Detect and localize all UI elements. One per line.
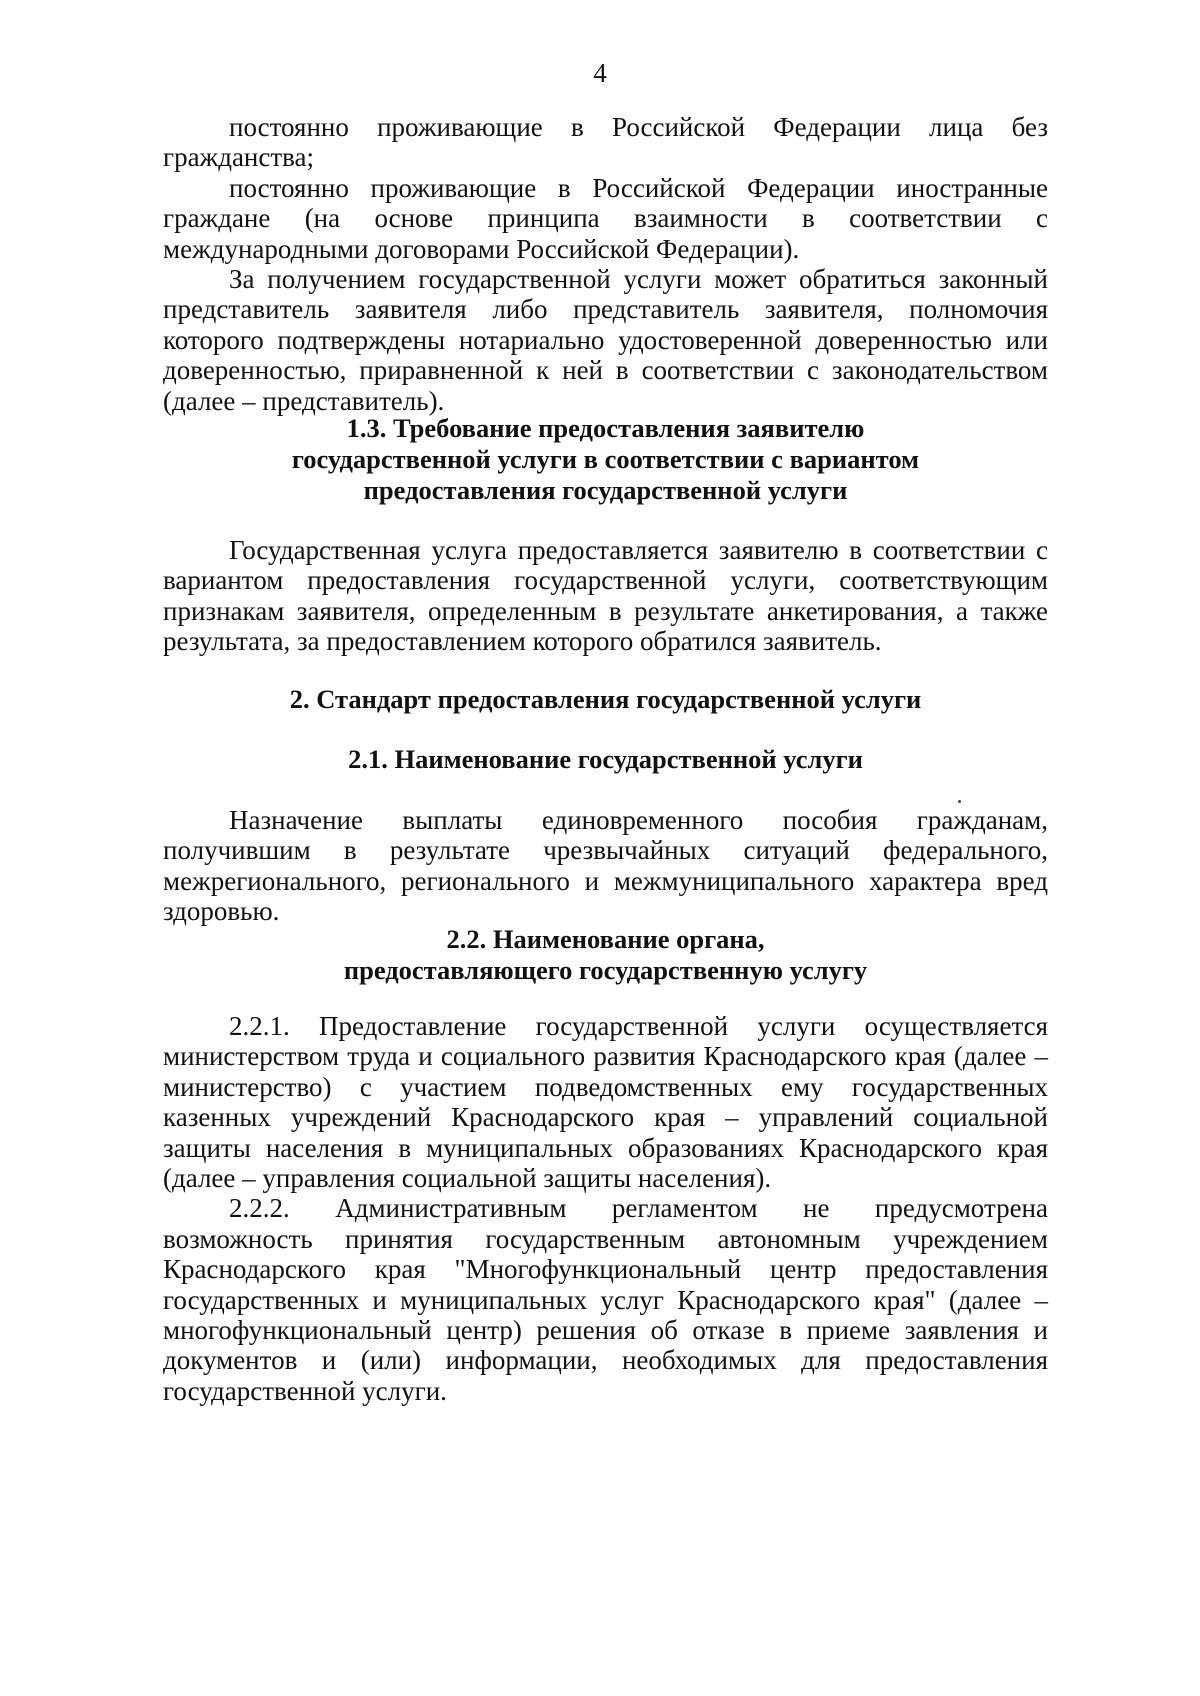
- section-2-1-body: [163, 805, 1048, 927]
- heading-line: 2.1. Наименование государственной услуги: [348, 744, 863, 774]
- heading-line: предоставляющего государственную услугу: [343, 955, 868, 985]
- section-2-heading: [163, 684, 1048, 715]
- paragraph: 2.2.1. Предоставление государственной услуги осуществляется министерством труда и социального развития Краснодарского края (далее – министерство) с участием подведомственных ему государственных казенных учреждений Краснодарского края – управлений социальной защиты населения в муниципальных образованиях Краснодарского края (далее – управления социальной защиты населения).: [163, 1011, 1048, 1194]
- heading-line: предоставления государственной услуги: [363, 475, 848, 505]
- section-2-1-heading: [163, 744, 1048, 775]
- heading-line: государственной услуги в соответствии с вариантом: [291, 444, 920, 474]
- paragraph: постоянно проживающие в Российской Федерации лица без гражданства;: [163, 112, 1048, 173]
- paragraph: Назначение выплаты единовременного пособия гражданам, получившим в результате чрезвычайных ситуаций федерального, межрегионального, регионального и межмуниципального характера вред здоровью.: [163, 805, 1048, 927]
- section-2-2-body: [163, 1011, 1048, 1406]
- intro-paragraphs: [163, 112, 1048, 416]
- heading-line: 2.2. Наименование органа,: [446, 924, 765, 954]
- paragraph: За получением государственной услуги может обратиться законный представитель заявителя либо представитель заявителя, полномочия которого подтверждены нотариально удостоверенной доверенностью или доверенностью, приравненной к ней в соответствии с законодательством (далее – представитель).: [163, 264, 1048, 416]
- paragraph: 2.2.2. Административным регламентом не предусмотрена возможность принятия государственным автономным учреждением Краснодарского края "Многофункциональный центр предоставления государственных и муниципальных услуг Краснодарского края" (далее – многофункциональный центр) решения об отказе в приеме заявления и документов и (или) информации, необходимых для предоставления государственной услуги.: [163, 1193, 1048, 1406]
- paragraph: постоянно проживающие в Российской Федерации иностранные граждане (на основе принципа взаимности в соответствии с международными договорами Российской Федерации).: [163, 172, 1048, 264]
- paragraph: Государственная услуга предоставляется заявителю в соответствии с вариантом предоставления государственной услуги, соответствующим признакам заявителя, определенным в результате анкетирования, а также результата, за предоставлением которого обратился заявитель.: [163, 535, 1048, 657]
- heading-line: 2. Стандарт предоставления государственной услуги: [289, 684, 922, 714]
- scan-speck: [958, 800, 961, 803]
- page-number: 4: [593, 58, 607, 88]
- section-1-3-heading: [163, 413, 1048, 506]
- heading-line: 1.3. Требование предоставления заявителю: [346, 413, 865, 443]
- section-2-2-heading: [163, 924, 1048, 986]
- section-1-3-body: [163, 535, 1048, 657]
